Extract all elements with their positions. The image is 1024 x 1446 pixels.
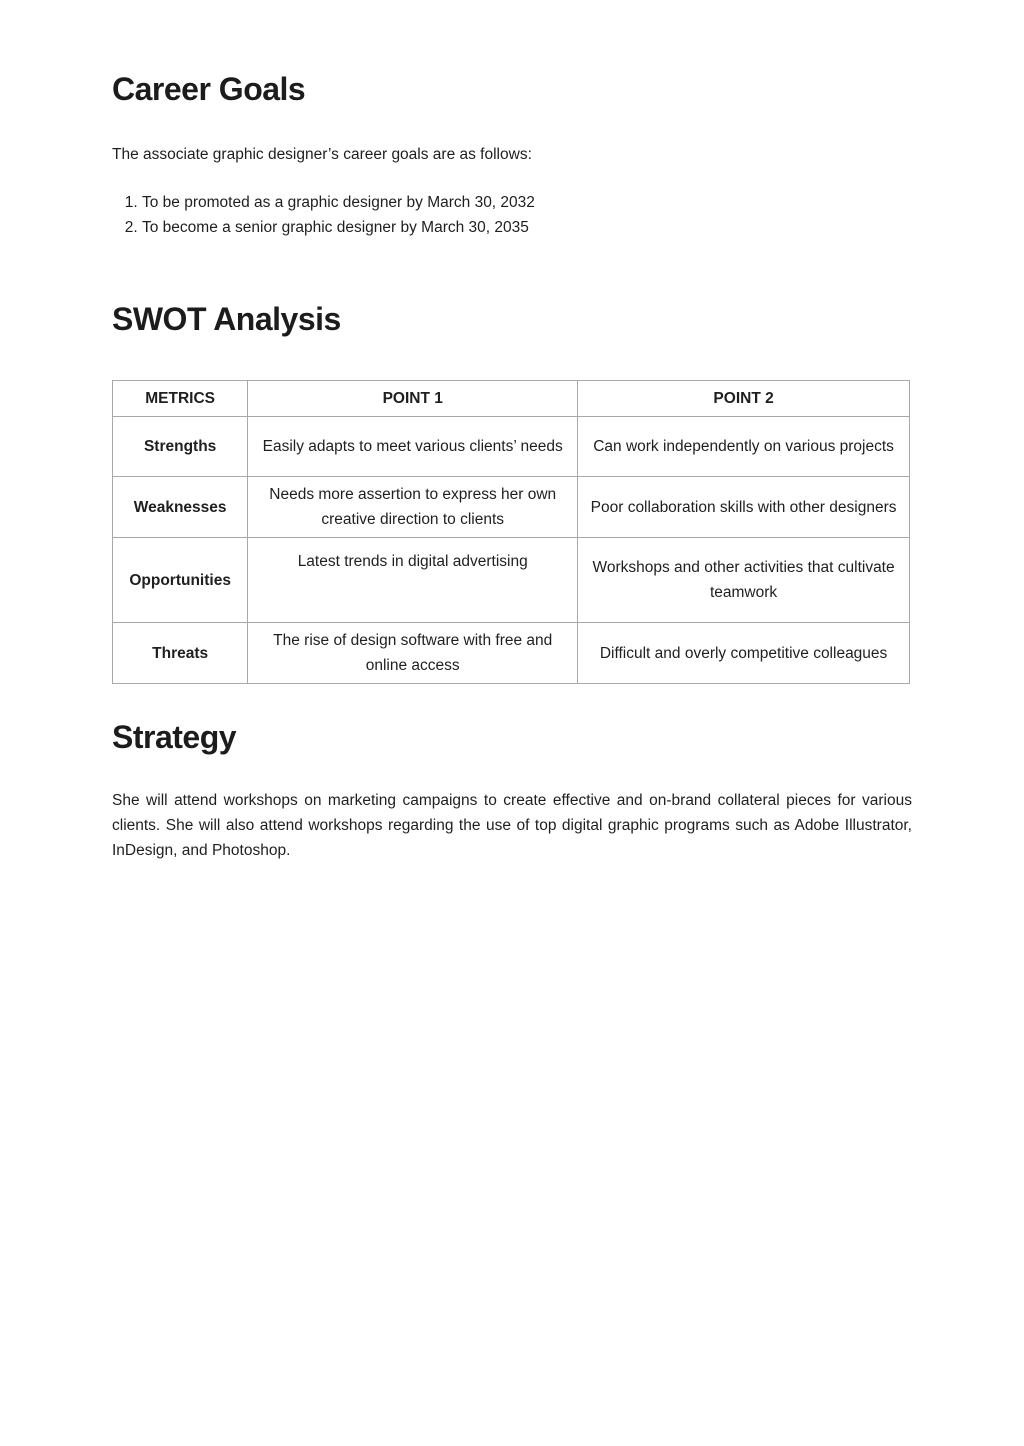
metric-cell: Weaknesses bbox=[113, 477, 248, 538]
metric-cell: Opportunities bbox=[113, 538, 248, 623]
table-row bbox=[113, 623, 910, 684]
point2-cell: Workshops and other activities that cultivate teamwork bbox=[578, 538, 910, 623]
metric-cell: Threats bbox=[113, 623, 248, 684]
column-header-point1: POINT 1 bbox=[248, 381, 578, 417]
list-item: 1. To be promoted as a graphic designer by March 30, 2032 bbox=[142, 190, 535, 215]
swot-table bbox=[112, 380, 910, 684]
point1-cell: The rise of design software with free and online access bbox=[248, 623, 578, 684]
metric-cell: Strengths bbox=[113, 417, 248, 477]
point2-cell: Poor collaboration skills with other designers bbox=[578, 477, 910, 538]
point2-cell: Can work independently on various projects bbox=[578, 417, 910, 477]
list-item: 2. To become a senior graphic designer by March 30, 2035 bbox=[142, 215, 535, 240]
table-row bbox=[113, 538, 910, 623]
swot-heading: SWOT Analysis bbox=[112, 301, 341, 337]
table-row bbox=[113, 477, 910, 538]
point1-cell: Needs more assertion to express her own creative direction to clients bbox=[248, 477, 578, 538]
column-header-metrics: METRICS bbox=[113, 381, 248, 417]
table-header-row bbox=[113, 381, 910, 417]
point2-cell: Difficult and overly competitive colleagues bbox=[578, 623, 910, 684]
point1-cell: Easily adapts to meet various clients’ needs bbox=[248, 417, 578, 477]
strategy-heading: Strategy bbox=[112, 719, 237, 755]
table-row bbox=[113, 417, 910, 477]
strategy-paragraph: She will attend workshops on marketing campaigns to create effective and on-brand collateral pieces for various clients. She will also attend workshops regarding the use of top digital graphic programs such as Adobe Illustrator, InDesign, and Photoshop. bbox=[112, 792, 912, 859]
career-goals-list bbox=[112, 190, 535, 240]
column-header-point2: POINT 2 bbox=[578, 381, 910, 417]
career-goals-heading: Career Goals bbox=[112, 71, 306, 107]
point1-cell: Latest trends in digital advertising bbox=[248, 538, 578, 623]
career-goals-intro: The associate graphic designer’s career goals are as follows: bbox=[112, 146, 532, 163]
